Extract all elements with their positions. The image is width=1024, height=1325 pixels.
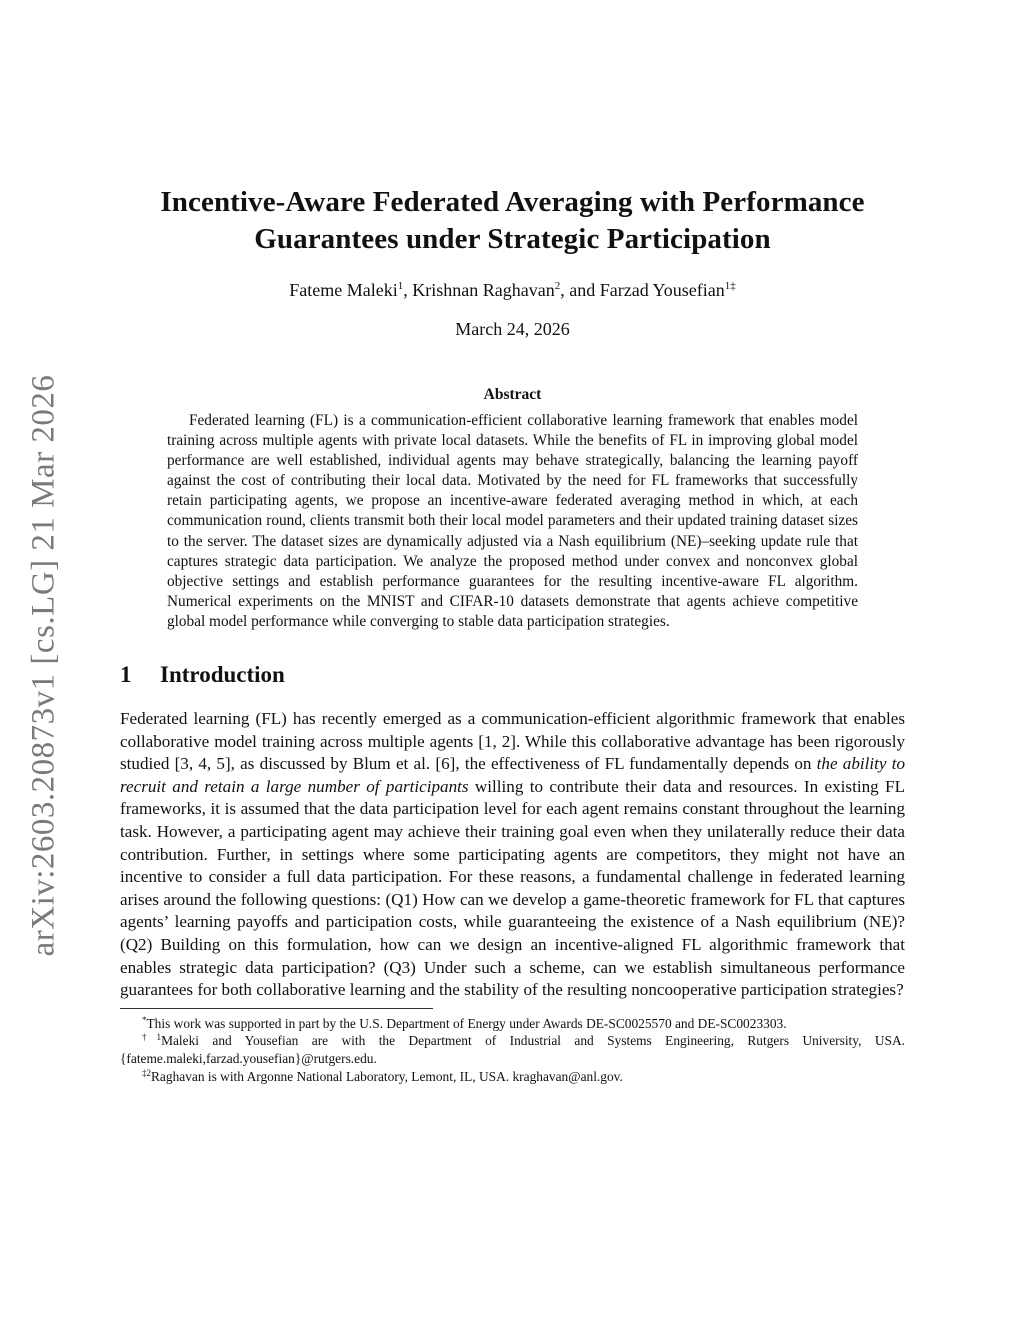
arxiv-identifier: arXiv:2603.20873v1 [cs.LG] 21 Mar 2026: [25, 374, 62, 956]
title-line-2: Guarantees under Strategic Participation: [254, 223, 771, 255]
author-affiliation-mark: 2: [554, 280, 561, 292]
paper-date: March 24, 2026: [455, 319, 570, 339]
abstract-text: Federated learning (FL) is a communication-efficient collaborative learning framework that enables model training across multiple agents with private local datasets. While the benefits of FL in improving global model performance are well established, individual agents may behave strategically, balancing the learning payoff against the cost of contributing their local data. Motivated by the need for FL frameworks that successfully retain participating agents, we propose an incentive-aware federated averaging method in which, at each communication round, clients transmit both their local model parameters and their updated training dataset sizes to the server. The dataset sizes are dynamically adjusted via a Nash equilibrium (NE)–seeking update rule that captures strategic data participation. We analyze the proposed method under convex and nonconvex global objective settings and establish performance guarantees for the resulting incentive-aware FL algorithm. Numerical experiments on the MNIST and CIFAR-10 datasets demonstrate that agents achieve competitive global model performance while converging to stable data participation strategies.: [167, 412, 858, 630]
title-line-1: Incentive-Aware Federated Averaging with Performance: [160, 186, 865, 218]
intro-emphasis: the ability to recruit and retain a large number of participants: [120, 754, 906, 796]
introduction-paragraph: [120, 708, 905, 1002]
footnote-mark: ‡2: [142, 1067, 151, 1078]
footnote-divider: [120, 1008, 433, 1009]
footnote: [120, 1032, 905, 1067]
paper-title: [120, 184, 905, 258]
arxiv-sidebar-stamp: [14, 370, 74, 960]
abstract-heading: Abstract: [483, 386, 542, 403]
footnote: [120, 1015, 905, 1033]
section-title: Introduction: [160, 662, 285, 688]
section-heading-introduction: [120, 660, 905, 690]
footnotes: [120, 1015, 905, 1085]
author-separator: , and: [560, 280, 600, 300]
intro-text-part-2: willing to contribute their data and resources. In existing FL frameworks, it is assumed that the data participation level for each agent remains constant throughout the learning task. However, a participating agent may achieve their training goal even when they unilaterally reduce their data contribution. Further, in settings where some participating agents are competitors, they might not have an incentive to consider a full data participation. For these reasons, a fundamental challenge in federated learning arises around the following questions: (Q1) How can we develop a game-theoretic framework for FL that captures agents’ learning payoffs and participation costs, while guaranteeing the existence of a Nash equilibrium (NE)? (Q2) Building on this formulation, how can we design an incentive-aligned FL algorithmic framework that enables strategic data participation? (Q3) Under such a scheme, can we establish simultaneous performance guarantees for both collaborative learning and the stability of the resulting noncooperative participation strategies?: [120, 776, 906, 1000]
footnote-mark: *: [142, 1014, 147, 1025]
footnote-text: Raghavan is with Argonne National Laboratory, Lemont, IL, USA. kraghavan@anl.gov.: [151, 1068, 623, 1084]
author-name: Fateme Maleki: [289, 280, 398, 300]
footnote-text: This work was supported in part by the U.S. Department of Energy under Awards DE-SC0025570 and DE-SC0023303.: [146, 1015, 787, 1031]
author-list: [120, 278, 905, 302]
footnote-text: Maleki and Yousefian are with the Department of Industrial and Systems Engineering, Rutgers University, USA. {fateme.maleki,farzad.yousefian}@rutgers.edu.: [120, 1033, 905, 1066]
paper-page: [120, 0, 905, 1085]
author-separator: ,: [403, 280, 413, 300]
author-name: Krishnan Raghavan: [412, 280, 555, 300]
author-affiliation-mark: 1: [397, 280, 404, 292]
intro-text-part-1: Federated learning (FL) has recently emerged as a communication-efficient algorithmic framework that enables collaborative model training across multiple agents [1, 2]. While this collaborative advantage has been rigorously studied [3, 4, 5], as discussed by Blum et al. [6], the effectiveness of FL fundamentally depends on: [120, 709, 905, 774]
footnote: [120, 1068, 905, 1086]
author-affiliation-mark: 1‡: [724, 280, 736, 292]
section-number: 1: [120, 662, 132, 688]
footnote-mark: †1: [142, 1032, 162, 1043]
author-name: Farzad Yousefian: [599, 280, 725, 300]
